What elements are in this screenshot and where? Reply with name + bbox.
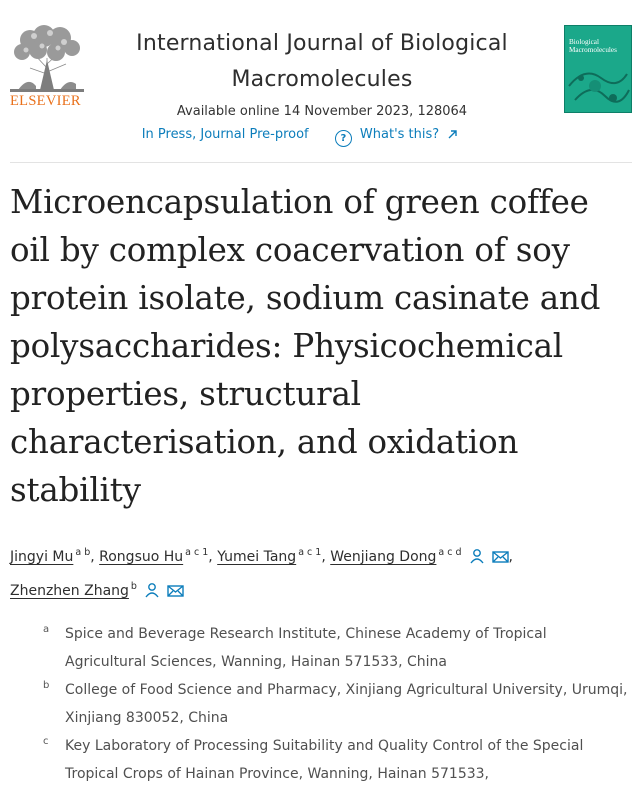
author-affiliation-sup: a c 1 <box>298 547 322 558</box>
affiliation-letter: b <box>43 680 50 691</box>
question-icon[interactable]: ? <box>335 130 352 147</box>
affiliation-list <box>40 621 630 789</box>
author-name[interactable]: Jingyi Mu <box>10 549 74 565</box>
affiliation-text: Spice and Beverage Research Institute, Chinese Academy of Tropical Agricultural Sciences, Wanning, Hainan 571533, China <box>65 626 547 670</box>
status-row <box>82 127 518 147</box>
affiliation-letter: a <box>43 624 50 635</box>
author-affiliation-sup: a c d <box>438 547 462 558</box>
publisher-wordmark: ELSEVIER <box>10 93 81 109</box>
author-affiliation-sup: b <box>130 581 137 592</box>
author-yumei-tang: Yumei Tang $^{a c 1}$, <box>217 547 326 565</box>
affiliation-item <box>40 733 630 788</box>
publisher-logo[interactable] <box>10 24 84 110</box>
journal-cover[interactable] <box>564 25 632 113</box>
affiliation-letter: c <box>43 736 49 747</box>
status-link[interactable]: In Press, Journal Pre-proof <box>141 127 309 142</box>
mail-icon[interactable] <box>167 584 184 598</box>
journal-info <box>104 26 540 147</box>
person-icon[interactable] <box>469 548 485 564</box>
whats-this-link[interactable]: What's this? <box>359 127 440 142</box>
author-name[interactable]: Yumei Tang <box>217 549 297 565</box>
external-arrow-icon <box>447 129 458 140</box>
cover-title-line1: Biological <box>569 38 599 46</box>
journal-header <box>0 0 638 162</box>
author-name[interactable]: Wenjiang Dong <box>330 549 437 565</box>
author-name[interactable]: Zhenzhen Zhang <box>10 583 129 599</box>
journal-title[interactable]: International Journal of Biological Macromolecules <box>136 31 508 92</box>
cover-title-line2: Macromolecules <box>569 45 617 54</box>
affiliation-item <box>40 621 630 676</box>
cover-title <box>569 39 617 54</box>
mail-icon[interactable] <box>492 550 509 564</box>
author-affiliation-sup: a c 1 <box>185 547 209 558</box>
person-icon[interactable] <box>144 582 160 598</box>
affiliation-item <box>40 677 630 732</box>
author-wenjiang-dong: Wenjiang Dong $^{a c d}$ , <box>330 547 513 565</box>
author-zhenzhen-zhang <box>10 583 184 599</box>
header-divider <box>10 162 632 163</box>
available-online: Available online 14 November 2023, 128064 <box>176 104 468 119</box>
affiliation-text: College of Food Science and Pharmacy, Xinjiang Agricultural University, Urumqi, Xinjiang 830052, China <box>65 682 628 726</box>
author-name[interactable]: Rongsuo Hu <box>99 549 184 565</box>
author-rongsuo-hu: Rongsuo Hu $^{a c 1}$, <box>99 547 213 565</box>
cover-artwork-icon <box>565 56 632 113</box>
author-jingyi-mu: Jingyi Mu $^{a b}$, <box>10 547 95 565</box>
elsevier-tree-icon <box>10 24 84 92</box>
author-affiliation-sup: a b <box>75 547 91 558</box>
author-list <box>10 538 630 606</box>
article-title: Microencapsulation of green coffee oil by complex coacervation of soy protein isolate, sodium casinate and polysaccharides: Physicochemical properties, structural characterisation, and oxidation stability <box>10 183 601 509</box>
affiliation-text: Key Laboratory of Processing Suitability and Quality Control of the Special Tropical Crops of Hainan Province, Wanning, Hainan 571533, <box>65 738 584 782</box>
